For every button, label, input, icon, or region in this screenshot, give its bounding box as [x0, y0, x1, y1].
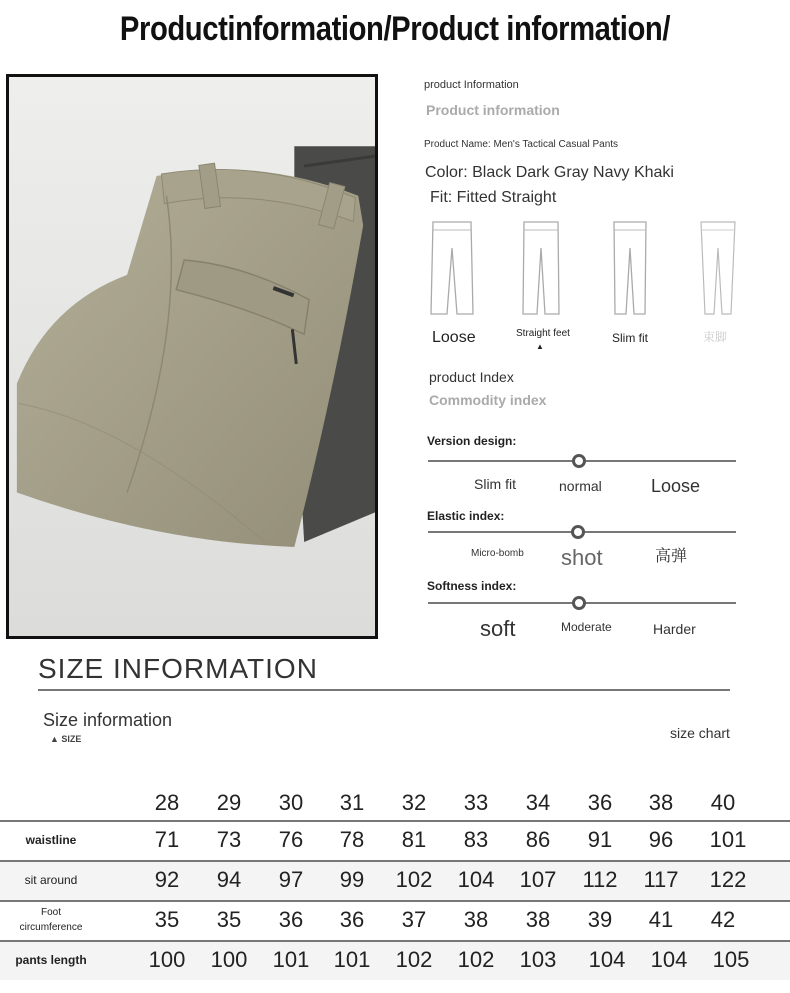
size-header-cell: 28 — [154, 790, 180, 815]
table-cell: 104 — [650, 947, 688, 972]
softness-option-moderate: Moderate — [561, 620, 612, 634]
elastic-index-knob — [571, 525, 585, 539]
size-chart-label: size chart — [670, 725, 730, 741]
table-cell: 97 — [278, 867, 304, 892]
page-title: Productinformation/Product information/ — [119, 10, 671, 48]
size-subheading-small: ▲ SIZE — [50, 734, 82, 744]
product-photo — [6, 74, 378, 639]
product-name: Product Name: Men's Tactical Casual Pants — [424, 139, 619, 150]
size-header-cell: 40 — [710, 790, 736, 815]
row-label-sit-around: sit around — [24, 872, 78, 887]
elastic-index-label: Elastic index: — [427, 509, 505, 523]
version-option-loose: Loose — [651, 476, 701, 496]
table-cell: 83 — [463, 827, 489, 852]
table-cell: 100 — [148, 947, 186, 972]
size-header-cell: 30 — [278, 790, 304, 815]
table-cell: 102 — [457, 947, 495, 972]
softness-option-soft: soft — [480, 616, 516, 641]
table-cell: 39 — [587, 907, 613, 932]
table-cell: 101 — [333, 947, 371, 972]
size-header-cell: 33 — [463, 790, 489, 815]
table-cell: 41 — [648, 907, 674, 932]
version-option-normal: normal — [559, 478, 602, 494]
size-heading-rule — [38, 689, 730, 691]
row-label-waistline: waistline — [25, 832, 77, 847]
elastic-option-shot: shot — [561, 545, 603, 570]
table-cell: 35 — [216, 907, 242, 932]
softness-index-knob — [572, 596, 586, 610]
table-cell: 36 — [339, 907, 365, 932]
pants-image — [9, 77, 375, 636]
table-row — [0, 860, 790, 900]
product-info-heading: product Information — [424, 79, 519, 91]
size-header-cell: 29 — [216, 790, 242, 815]
straight-pants-icon — [516, 218, 566, 318]
table-cell: 36 — [278, 907, 304, 932]
size-header-cell: 31 — [339, 790, 365, 815]
table-cell: 96 — [648, 827, 674, 852]
table-cell: 101 — [709, 827, 747, 852]
table-row — [0, 900, 790, 940]
table-row — [0, 940, 790, 980]
table-cell: 91 — [587, 827, 613, 852]
product-info-heading-gray: Product information — [426, 102, 560, 118]
fit-label-tapered: 束脚 — [703, 330, 728, 344]
table-cell: 102 — [395, 867, 433, 892]
size-header-row — [0, 785, 790, 821]
table-cell: 81 — [401, 827, 427, 852]
commodity-index-heading: Commodity index — [429, 392, 547, 408]
product-fit: Fit: Fitted Straight — [430, 189, 557, 206]
slim-pants-icon — [605, 218, 655, 318]
loose-pants-icon — [427, 218, 477, 318]
elastic-option-micro: Micro-bomb — [471, 548, 524, 559]
table-cell: 42 — [710, 907, 736, 932]
table-cell: 35 — [154, 907, 180, 932]
table-cell: 104 — [457, 867, 495, 892]
table-cell: 103 — [519, 947, 557, 972]
version-option-slim: Slim fit — [474, 476, 516, 492]
version-design-label: Version design: — [427, 434, 517, 448]
elastic-option-high: 高弹 — [655, 548, 688, 565]
tapered-pants-icon — [693, 218, 743, 318]
table-cell: 71 — [154, 827, 180, 852]
fit-selected-marker-icon: ▲ — [536, 342, 544, 351]
table-cell: 105 — [712, 947, 750, 972]
table-cell: 104 — [588, 947, 626, 972]
table-cell: 94 — [216, 867, 242, 892]
table-row — [0, 820, 790, 860]
table-cell: 92 — [154, 867, 180, 892]
table-cell: 76 — [278, 827, 304, 852]
softness-index-label: Softness index: — [427, 579, 517, 593]
table-cell: 102 — [395, 947, 433, 972]
table-cell: 38 — [463, 907, 489, 932]
table-cell: 101 — [272, 947, 310, 972]
table-cell: 73 — [216, 827, 242, 852]
size-header-cell: 36 — [587, 790, 613, 815]
table-cell: 86 — [525, 827, 551, 852]
table-cell: 107 — [519, 867, 557, 892]
softness-option-harder: Harder — [653, 621, 696, 637]
size-subheading: Size information — [43, 710, 173, 730]
table-cell: 117 — [643, 867, 679, 892]
fit-label-slim: Slim fit — [612, 331, 648, 345]
table-cell: 38 — [525, 907, 551, 932]
row-label-foot-circumference: Foot circumference — [19, 907, 83, 933]
fit-label-loose: Loose — [432, 329, 476, 346]
product-index-heading: product Index — [429, 369, 514, 385]
table-cell: 78 — [339, 827, 365, 852]
size-heading: SIZE INFORMATION — [38, 653, 318, 684]
table-cell: 112 — [582, 867, 618, 892]
size-header-cell: 32 — [401, 790, 427, 815]
product-color: Color: Black Dark Gray Navy Khaki — [425, 164, 674, 181]
row-label-pants-length: pants length — [15, 952, 87, 967]
size-header-cell: 38 — [648, 790, 674, 815]
table-cell: 100 — [210, 947, 248, 972]
fit-label-straight: Straight feet — [516, 328, 570, 339]
version-design-knob — [572, 454, 586, 468]
size-header-cell: 34 — [525, 790, 551, 815]
table-cell: 99 — [339, 867, 365, 892]
table-cell: 122 — [709, 867, 747, 892]
table-cell: 37 — [401, 907, 427, 932]
